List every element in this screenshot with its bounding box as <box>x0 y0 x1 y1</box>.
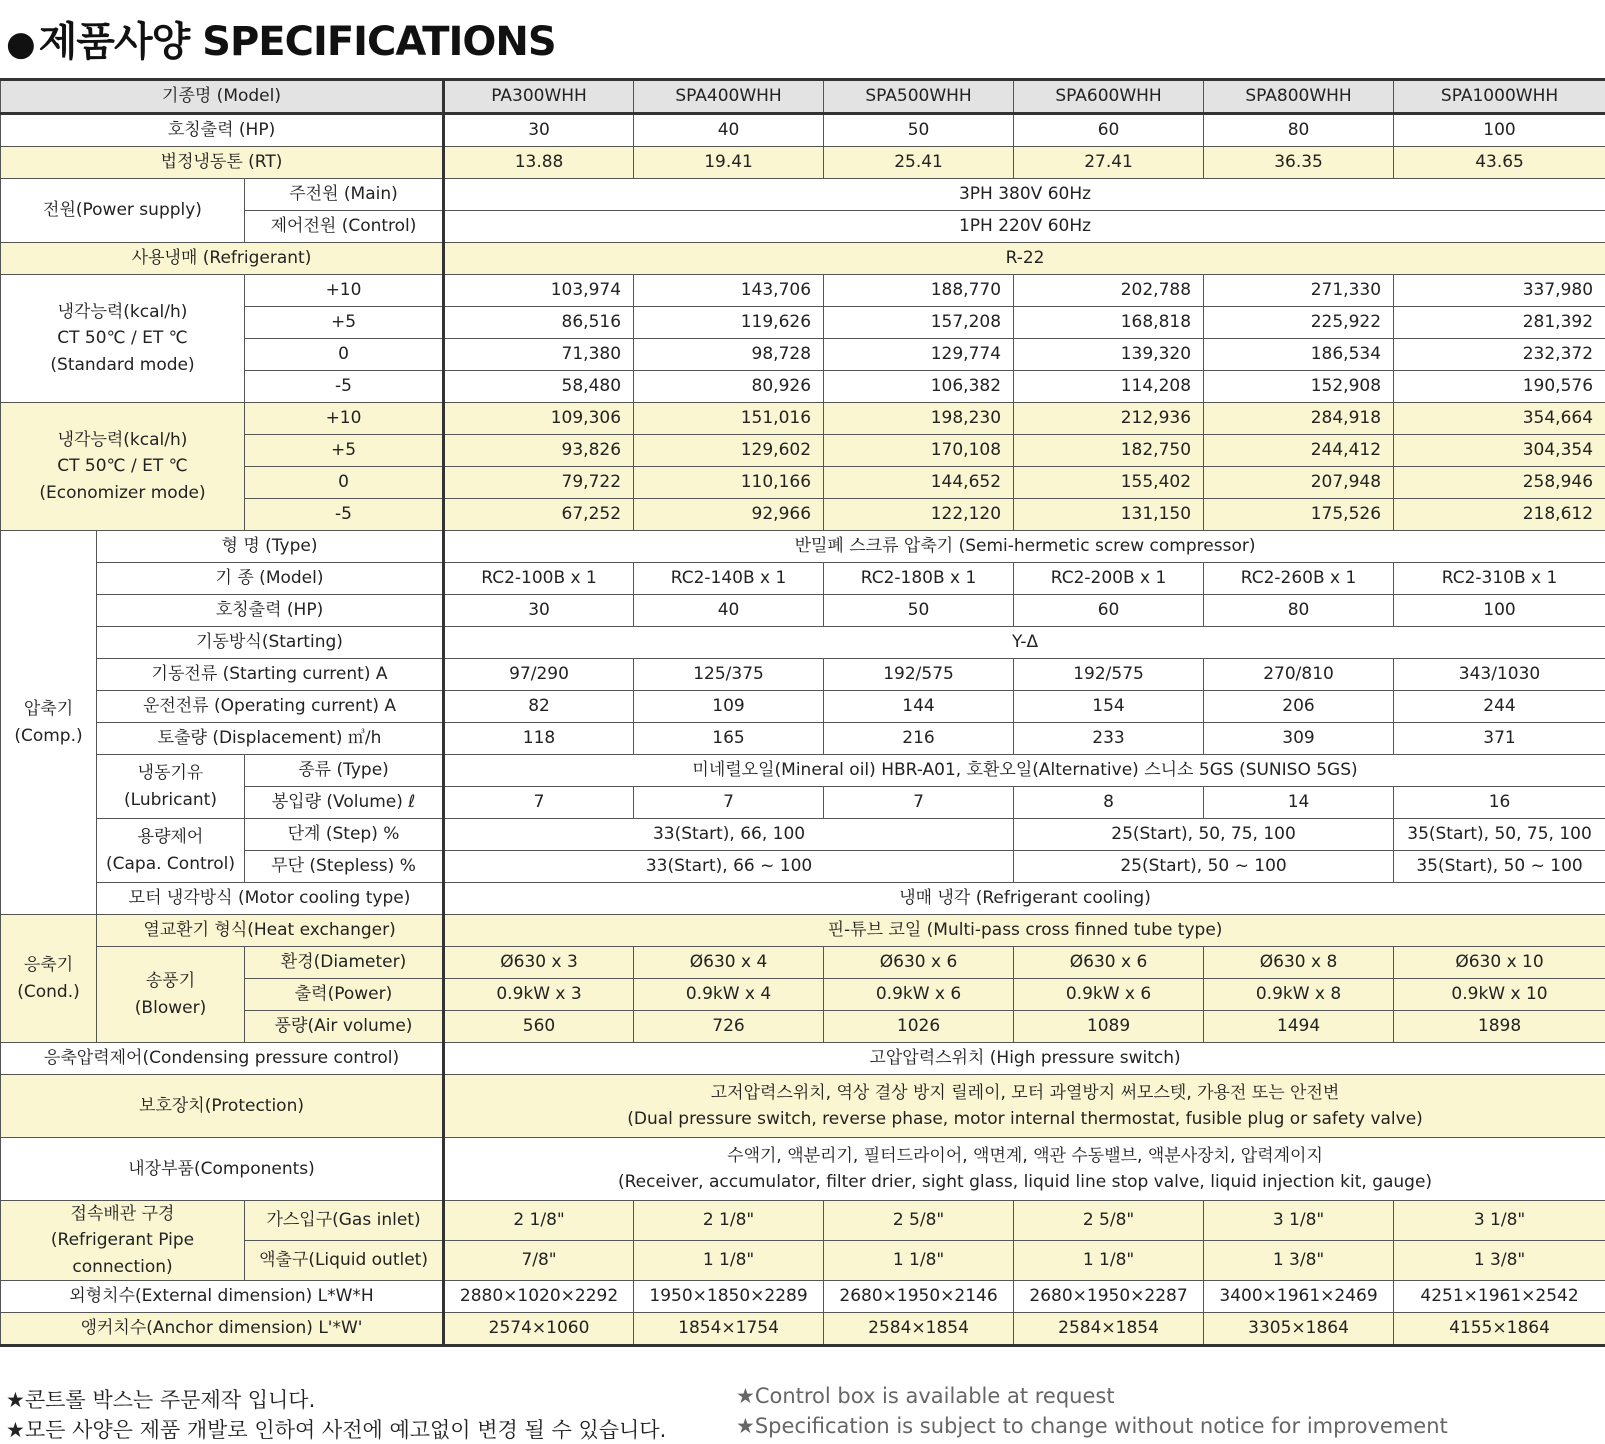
pipe-gas-value: 2 5/8" <box>824 1201 1014 1241</box>
footnote-en: ★Control box is available at request <box>736 1384 1115 1408</box>
comp-start-current-value: 125/375 <box>634 659 824 691</box>
model-header: SPA800WHH <box>1204 80 1394 114</box>
table-row <box>1 819 1605 851</box>
cap-value: 188,770 <box>824 275 1014 307</box>
rt-value: 36.35 <box>1204 147 1394 179</box>
bullet-icon: ● <box>6 24 35 64</box>
comp-start-current-value: 270/810 <box>1204 659 1394 691</box>
motor-cooling-label: 모터 냉각방식 (Motor cooling type) <box>97 883 444 915</box>
cap-value: 218,612 <box>1394 499 1605 531</box>
capa-step-label: 단계 (Step) % <box>245 819 444 851</box>
lubricant-label <box>97 755 245 819</box>
et-level: 0 <box>245 467 444 499</box>
specifications-table <box>0 78 1605 1347</box>
blower-dia-value: Ø630 x 10 <box>1394 947 1605 979</box>
motor-cooling-value: 냉매 냉각 (Refrigerant cooling) <box>444 883 1605 915</box>
model-header: SPA1000WHH <box>1394 80 1605 114</box>
et-level: +5 <box>245 435 444 467</box>
table-row <box>1 691 1605 723</box>
comp-oper-current-value: 244 <box>1394 691 1605 723</box>
cap-value: 157,208 <box>824 307 1014 339</box>
et-level: +10 <box>245 403 444 435</box>
cap-value: 155,402 <box>1014 467 1204 499</box>
blower-power-label: 출력(Power) <box>245 979 444 1011</box>
protection-line: (Dual pressure switch, reverse phase, motor internal thermostat, fusible plug or safety valve) <box>627 1109 1423 1129</box>
lub-volume-label: 봉입량 (Volume) ℓ <box>245 787 444 819</box>
cap-eco-label <box>1 403 245 531</box>
ext-dim-value: 2680×1950×2287 <box>1014 1281 1204 1313</box>
model-header: PA300WHH <box>444 80 634 114</box>
cap-value: 198,230 <box>824 403 1014 435</box>
blower-power-value: 0.9kW x 6 <box>1014 979 1204 1011</box>
comp-label-line: 압축기 <box>23 699 74 720</box>
anchor-dim-value: 1854×1754 <box>634 1313 824 1346</box>
cond-hx-value: 핀-튜브 코일 (Multi-pass cross finned tube type) <box>444 915 1605 947</box>
comp-hp-value: 80 <box>1204 595 1394 627</box>
cap-value: 114,208 <box>1014 371 1204 403</box>
anchor-dim-value: 2574×1060 <box>444 1313 634 1346</box>
capa-stepless-value: 25(Start), 50 ~ 100 <box>1014 851 1394 883</box>
comp-starting-value: Y-Δ <box>444 627 1605 659</box>
power-control-label: 제어전원 (Control) <box>245 211 444 243</box>
model-header: SPA600WHH <box>1014 80 1204 114</box>
components-line: 수액기, 액분리기, 필터드라이어, 액면계, 액관 수동밸브, 액분사장치, 압력계이지 <box>727 1145 1323 1166</box>
footnote-ko: ★콘트롤 박스는 주문제작 입니다. <box>6 1388 316 1412</box>
model-label: 기종명 (Model) <box>1 80 444 114</box>
cap-value: 110,166 <box>634 467 824 499</box>
cap-value: 129,602 <box>634 435 824 467</box>
cap-value: 186,534 <box>1204 339 1394 371</box>
table-row <box>1 883 1605 915</box>
capa-label-line: 용량제어 <box>137 827 204 848</box>
blower-air-label: 풍량(Air volume) <box>245 1011 444 1043</box>
blower-dia-label: 환경(Diameter) <box>245 947 444 979</box>
blower-power-value: 0.9kW x 3 <box>444 979 634 1011</box>
lub-volume-value: 7 <box>444 787 634 819</box>
cap-value: 244,412 <box>1204 435 1394 467</box>
lub-volume-value: 8 <box>1014 787 1204 819</box>
pipe-gas-value: 2 5/8" <box>1014 1201 1204 1241</box>
blower-air-value: 1898 <box>1394 1011 1605 1043</box>
comp-oper-current-value: 206 <box>1204 691 1394 723</box>
comp-hp-value: 40 <box>634 595 824 627</box>
comp-displacement-value: 371 <box>1394 723 1605 755</box>
cond-pressure-label: 응축압력제어(Condensing pressure control) <box>1 1043 444 1075</box>
comp-model-value: RC2-180B x 1 <box>824 563 1014 595</box>
cap-value: 271,330 <box>1204 275 1394 307</box>
pipe-liquid-value: 1 1/8" <box>1014 1241 1204 1281</box>
pipe-gas-value: 2 1/8" <box>444 1201 634 1241</box>
pipe-label <box>1 1201 245 1281</box>
cap-value: 109,306 <box>444 403 634 435</box>
cap-value: 212,936 <box>1014 403 1204 435</box>
model-header: SPA500WHH <box>824 80 1014 114</box>
pipe-gas-value: 3 1/8" <box>1394 1201 1605 1241</box>
cap-value: 129,774 <box>824 339 1014 371</box>
cap-value: 67,252 <box>444 499 634 531</box>
cap-eco-line: (Economizer mode) <box>39 482 206 503</box>
ext-dim-value: 2880×1020×2292 <box>444 1281 634 1313</box>
cap-value: 106,382 <box>824 371 1014 403</box>
anchor-dim-value: 4155×1864 <box>1394 1313 1605 1346</box>
anchor-dim-value: 2584×1854 <box>824 1313 1014 1346</box>
cond-label-line: 응축기 <box>23 955 74 976</box>
lubricant-label-line: 냉동기유 <box>137 763 204 784</box>
protection-label: 보호장치(Protection) <box>1 1075 444 1138</box>
comp-model-label: 기 종 (Model) <box>97 563 444 595</box>
pipe-label-line: 접속배관 구경 <box>70 1204 175 1224</box>
comp-start-current-value: 192/575 <box>1014 659 1204 691</box>
comp-displacement-value: 118 <box>444 723 634 755</box>
blower-dia-value: Ø630 x 8 <box>1204 947 1394 979</box>
refrigerant-label: 사용냉매 (Refrigerant) <box>1 243 444 275</box>
cap-value: 119,626 <box>634 307 824 339</box>
table-row <box>1 179 1605 211</box>
cap-value: 139,320 <box>1014 339 1204 371</box>
comp-start-current-value: 343/1030 <box>1394 659 1605 691</box>
et-level: -5 <box>245 371 444 403</box>
lub-volume-value: 7 <box>634 787 824 819</box>
ext-dim-value: 1950×1850×2289 <box>634 1281 824 1313</box>
cond-label <box>1 915 97 1043</box>
comp-oper-current-value: 144 <box>824 691 1014 723</box>
cap-value: 337,980 <box>1394 275 1605 307</box>
table-header-row <box>1 80 1605 114</box>
blower-power-value: 0.9kW x 6 <box>824 979 1014 1011</box>
lubricant-label-line: (Lubricant) <box>124 789 217 810</box>
comp-starting-label: 기동방식(Starting) <box>97 627 444 659</box>
cap-std-line: (Standard mode) <box>50 354 195 375</box>
hp-value: 100 <box>1394 114 1605 147</box>
cond-hx-label: 열교환기 형식(Heat exchanger) <box>97 915 444 947</box>
table-row <box>1 243 1605 275</box>
hp-value: 40 <box>634 114 824 147</box>
cap-value: 170,108 <box>824 435 1014 467</box>
pipe-label-line: (Refrigerant Pipe connection) <box>50 1230 195 1277</box>
lub-volume-value: 16 <box>1394 787 1605 819</box>
comp-label <box>1 531 97 915</box>
cap-value: 207,948 <box>1204 467 1394 499</box>
rt-value: 27.41 <box>1014 147 1204 179</box>
comp-model-value: RC2-200B x 1 <box>1014 563 1204 595</box>
cap-value: 190,576 <box>1394 371 1605 403</box>
comp-hp-value: 100 <box>1394 595 1605 627</box>
table-row <box>1 1313 1605 1346</box>
components-line: (Receiver, accumulator, filter drier, sight glass, liquid line stop valve, liquid injection kit, gauge) <box>617 1172 1433 1192</box>
footnote-ko: ★모든 사양은 제품 개발로 인하여 사전에 예고없이 변경 될 수 있습니다. <box>6 1418 667 1442</box>
table-row <box>1 915 1605 947</box>
table-row <box>1 114 1605 147</box>
comp-oper-current-value: 154 <box>1014 691 1204 723</box>
blower-label-line: (Blower) <box>134 997 207 1018</box>
pipe-liquid-value: 1 3/8" <box>1204 1241 1394 1281</box>
comp-hp-value: 30 <box>444 595 634 627</box>
cap-value: 151,016 <box>634 403 824 435</box>
comp-displacement-value: 309 <box>1204 723 1394 755</box>
page-title <box>6 10 556 67</box>
cap-value: 182,750 <box>1014 435 1204 467</box>
cap-std-label <box>1 275 245 403</box>
capa-step-value: 33(Start), 66, 100 <box>444 819 1014 851</box>
cap-value: 98,728 <box>634 339 824 371</box>
lub-type-label: 종류 (Type) <box>245 755 444 787</box>
blower-dia-value: Ø630 x 6 <box>824 947 1014 979</box>
power-control-value: 1PH 220V 60Hz <box>444 211 1605 243</box>
anchor-dim-label: 앵커치수(Anchor dimension) L'*W' <box>1 1313 444 1346</box>
blower-dia-value: Ø630 x 3 <box>444 947 634 979</box>
table-row <box>1 1138 1605 1201</box>
lub-volume-value: 7 <box>824 787 1014 819</box>
comp-displacement-value: 165 <box>634 723 824 755</box>
power-main-value: 3PH 380V 60Hz <box>444 179 1605 211</box>
table-row <box>1 531 1605 563</box>
capa-stepless-label: 무단 (Stepless) % <box>245 851 444 883</box>
ext-dim-value: 3400×1961×2469 <box>1204 1281 1394 1313</box>
hp-value: 50 <box>824 114 1014 147</box>
cap-value: 168,818 <box>1014 307 1204 339</box>
cap-value: 144,652 <box>824 467 1014 499</box>
blower-power-value: 0.9kW x 8 <box>1204 979 1394 1011</box>
blower-air-value: 726 <box>634 1011 824 1043</box>
hp-label: 호칭출력 (HP) <box>1 114 444 147</box>
footnote-en: ★Specification is subject to change without notice for improvement <box>736 1414 1448 1438</box>
blower-label-line: 송풍기 <box>145 971 196 992</box>
table-row <box>1 755 1605 787</box>
cap-value: 281,392 <box>1394 307 1605 339</box>
rt-value: 13.88 <box>444 147 634 179</box>
anchor-dim-value: 3305×1864 <box>1204 1313 1394 1346</box>
hp-value: 30 <box>444 114 634 147</box>
comp-start-current-value: 97/290 <box>444 659 634 691</box>
blower-label <box>97 947 245 1043</box>
rt-value: 25.41 <box>824 147 1014 179</box>
table-row <box>1 595 1605 627</box>
protection-line: 고저압력스위치, 역상 결상 방지 릴레이, 모터 과열방지 써모스텟, 가용전 또는 안전변 <box>710 1082 1340 1103</box>
cap-value: 284,918 <box>1204 403 1394 435</box>
power-main-label: 주전원 (Main) <box>245 179 444 211</box>
pipe-gas-value: 2 1/8" <box>634 1201 824 1241</box>
cap-value: 86,516 <box>444 307 634 339</box>
cap-value: 152,908 <box>1204 371 1394 403</box>
blower-dia-value: Ø630 x 4 <box>634 947 824 979</box>
comp-type-label: 형 명 (Type) <box>97 531 444 563</box>
cap-value: 131,150 <box>1014 499 1204 531</box>
et-level: 0 <box>245 339 444 371</box>
ext-dim-value: 4251×1961×2542 <box>1394 1281 1605 1313</box>
table-row <box>1 1281 1605 1313</box>
blower-power-value: 0.9kW x 10 <box>1394 979 1605 1011</box>
table-row <box>1 723 1605 755</box>
cap-value: 93,826 <box>444 435 634 467</box>
blower-power-value: 0.9kW x 4 <box>634 979 824 1011</box>
cap-eco-line: CT 50℃ / ET ℃ <box>57 456 188 477</box>
comp-displacement-value: 233 <box>1014 723 1204 755</box>
capa-stepless-value: 35(Start), 50 ~ 100 <box>1394 851 1605 883</box>
pipe-liquid-value: 1 3/8" <box>1394 1241 1605 1281</box>
lub-volume-value: 14 <box>1204 787 1394 819</box>
blower-air-value: 1494 <box>1204 1011 1394 1043</box>
cap-eco-line: 냉각능력(kcal/h) <box>57 429 188 450</box>
comp-oper-current-value: 82 <box>444 691 634 723</box>
components-label: 내장부품(Components) <box>1 1138 444 1201</box>
capa-step-value: 25(Start), 50, 75, 100 <box>1014 819 1394 851</box>
cap-std-line: 냉각능력(kcal/h) <box>57 301 188 322</box>
table-row <box>1 1043 1605 1075</box>
comp-displacement-value: 216 <box>824 723 1014 755</box>
table-row <box>1 563 1605 595</box>
comp-type-value: 반밀폐 스크류 압축기 (Semi-hermetic screw compressor) <box>444 531 1605 563</box>
blower-air-value: 560 <box>444 1011 634 1043</box>
comp-hp-value: 50 <box>824 595 1014 627</box>
cap-value: 304,354 <box>1394 435 1605 467</box>
pipe-liquid-value: 7/8" <box>444 1241 634 1281</box>
blower-air-value: 1089 <box>1014 1011 1204 1043</box>
ext-dim-value: 2680×1950×2146 <box>824 1281 1014 1313</box>
comp-hp-value: 60 <box>1014 595 1204 627</box>
comp-model-value: RC2-100B x 1 <box>444 563 634 595</box>
comp-displacement-label: 토출량 (Displacement) ㎥/h <box>97 723 444 755</box>
cap-value: 80,926 <box>634 371 824 403</box>
cap-value: 79,722 <box>444 467 634 499</box>
cap-value: 258,946 <box>1394 467 1605 499</box>
pipe-gas-value: 3 1/8" <box>1204 1201 1394 1241</box>
cap-value: 103,974 <box>444 275 634 307</box>
cap-value: 71,380 <box>444 339 634 371</box>
cap-value: 92,966 <box>634 499 824 531</box>
comp-start-current-value: 192/575 <box>824 659 1014 691</box>
table-row <box>1 1075 1605 1138</box>
comp-label-line: (Comp.) <box>14 725 83 746</box>
cond-pressure-value: 고압압력스위치 (High pressure switch) <box>444 1043 1605 1075</box>
comp-model-value: RC2-140B x 1 <box>634 563 824 595</box>
cap-value: 122,120 <box>824 499 1014 531</box>
components-value <box>444 1138 1605 1201</box>
table-row <box>1 627 1605 659</box>
hp-value: 80 <box>1204 114 1394 147</box>
rt-label: 법정냉동톤 (RT) <box>1 147 444 179</box>
power-label: 전원(Power supply) <box>1 179 245 243</box>
pipe-liquid-value: 1 1/8" <box>824 1241 1014 1281</box>
comp-model-value: RC2-310B x 1 <box>1394 563 1605 595</box>
cond-label-line: (Cond.) <box>17 981 80 1002</box>
cap-value: 202,788 <box>1014 275 1204 307</box>
comp-start-current-label: 기동전류 (Starting current) A <box>97 659 444 691</box>
cap-value: 143,706 <box>634 275 824 307</box>
model-header: SPA400WHH <box>634 80 824 114</box>
cap-value: 232,372 <box>1394 339 1605 371</box>
pipe-liquid-value: 1 1/8" <box>634 1241 824 1281</box>
refrigerant-value: R-22 <box>444 243 1605 275</box>
hp-value: 60 <box>1014 114 1204 147</box>
blower-air-value: 1026 <box>824 1011 1014 1043</box>
anchor-dim-value: 2584×1854 <box>1014 1313 1204 1346</box>
table-row <box>1 1201 1605 1241</box>
pipe-liquid-label: 액출구(Liquid outlet) <box>245 1241 444 1281</box>
comp-oper-current-label: 운전전류 (Operating current) A <box>97 691 444 723</box>
table-row <box>1 659 1605 691</box>
blower-dia-value: Ø630 x 6 <box>1014 947 1204 979</box>
rt-value: 43.65 <box>1394 147 1605 179</box>
capa-step-value: 35(Start), 50, 75, 100 <box>1394 819 1605 851</box>
comp-model-value: RC2-260B x 1 <box>1204 563 1394 595</box>
rt-value: 19.41 <box>634 147 824 179</box>
cap-value: 225,922 <box>1204 307 1394 339</box>
ext-dim-label: 외형치수(External dimension) L*W*H <box>1 1281 444 1313</box>
et-level: +10 <box>245 275 444 307</box>
comp-oper-current-value: 109 <box>634 691 824 723</box>
cap-value: 354,664 <box>1394 403 1605 435</box>
et-level: -5 <box>245 499 444 531</box>
capa-label-line: (Capa. Control) <box>105 853 236 874</box>
table-row <box>1 947 1605 979</box>
table-row <box>1 403 1605 435</box>
protection-value <box>444 1075 1605 1138</box>
table-row <box>1 147 1605 179</box>
lub-type-value: 미네럴오일(Mineral oil) HBR-A01, 호환오일(Alternative) 스니소 5GS (SUNISO 5GS) <box>444 755 1605 787</box>
title-text: 제품사양 SPECIFICATIONS <box>38 19 556 65</box>
cap-value: 175,526 <box>1204 499 1394 531</box>
pipe-gas-label: 가스입구(Gas inlet) <box>245 1201 444 1241</box>
capa-stepless-value: 33(Start), 66 ~ 100 <box>444 851 1014 883</box>
table-row <box>1 275 1605 307</box>
comp-hp-label: 호칭출력 (HP) <box>97 595 444 627</box>
et-level: +5 <box>245 307 444 339</box>
cap-std-line: CT 50℃ / ET ℃ <box>57 328 188 349</box>
cap-value: 58,480 <box>444 371 634 403</box>
capa-label <box>97 819 245 883</box>
